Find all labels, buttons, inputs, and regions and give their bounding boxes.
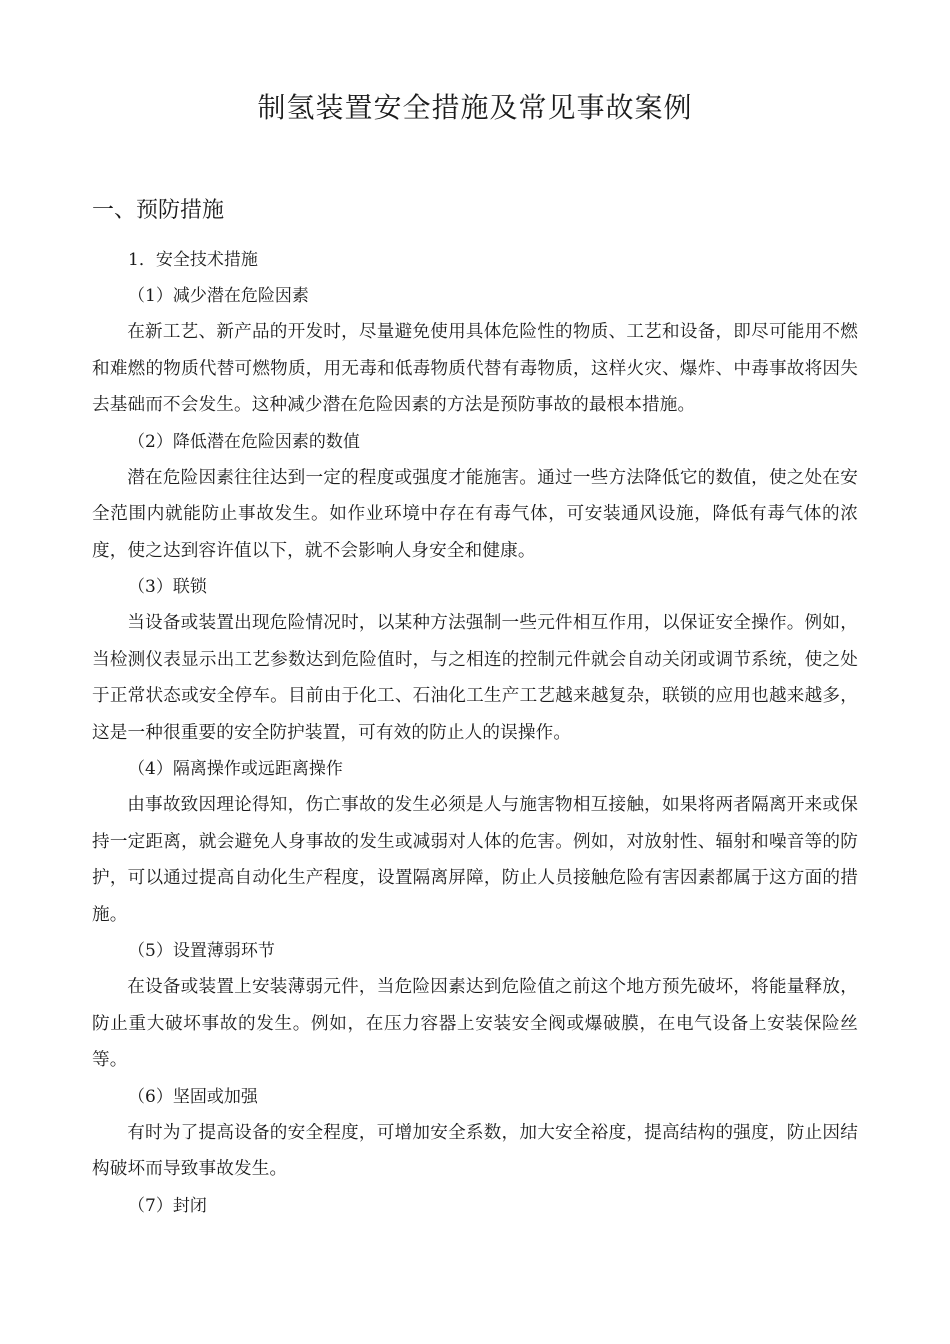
item-heading-7: （7）封闭 bbox=[128, 1195, 207, 1216]
item-paragraph-1: 在新工艺、新产品的开发时，尽量避免使用具体危险性的物质、工艺和设备，即尽可能用不燃和难燃的物质代替可燃物质，用无毒和低毒物质代替有毒物质，这样火灾、爆炸、中毒事故将因失去基础而不会发生。这种减少潜在危险因素的方法是预防事故的最根本措施。 bbox=[92, 322, 858, 415]
item-paragraph-6: 有时为了提高设备的安全程度，可增加安全系数，加大安全裕度，提高结构的强度，防止因结构破坏而导致事故发生。 bbox=[92, 1122, 858, 1179]
document-title: 制氢装置安全措施及常见事故案例 bbox=[257, 91, 693, 124]
item-paragraph-5: 在设备或装置上安装薄弱元件，当危险因素达到危险值之前这个地方预先破坏，将能量释放，防止重大破坏事故的发生。例如，在压力容器上安装安全阀或爆破膜，在电气设备上安装保险丝等。 bbox=[92, 977, 858, 1070]
document-body bbox=[92, 242, 858, 1224]
item-paragraph-2: 潜在危险因素往往达到一定的程度或强度才能施害。通过一些方法降低它的数值，使之处在安全范围内就能防止事故发生。如作业环境中存在有毒气体，可安装通风设施，降低有毒气体的浓度，使之达到容许值以下，就不会影响人身安全和健康。 bbox=[92, 467, 858, 561]
item-heading-2: （2）降低潜在危险因素的数值 bbox=[128, 431, 360, 452]
item-heading-3: （3）联锁 bbox=[128, 577, 207, 597]
item-heading-1: （1）减少潜在危险因素 bbox=[128, 286, 309, 306]
item-heading-5: （5）设置薄弱环节 bbox=[128, 941, 275, 961]
item-heading-6: （6）坚固或加强 bbox=[128, 1086, 258, 1107]
section-heading-prevention: 一、预防措施 bbox=[92, 198, 225, 223]
subsection-heading-safety-tech: 1．安全技术措施 bbox=[128, 250, 258, 270]
item-paragraph-3: 当设备或装置出现危险情况时，以某种方法强制一些元件相互作用，以保证安全操作。例如，当检测仪表显示出工艺参数达到危险值时，与之相连的控制元件就会自动关闭或调节系统，使之处于正常状态或安全停车。目前由于化工、石油化工生产工艺越来越复杂，联锁的应用也越来越多，这是一种很重要的安全防护装置，可有效的防止人的误操作。 bbox=[92, 613, 858, 743]
item-heading-4: （4）隔离操作或远距离操作 bbox=[128, 759, 343, 779]
item-paragraph-4: 由事故致因理论得知，伤亡事故的发生必须是人与施害物相互接触，如果将两者隔离开来或保持一定距离，就会避免人身事故的发生或减弱对人体的危害。例如，对放射性、辐射和噪音等的防护，可以通过提高自动化生产程度，设置隔离屏障，防止人员接触危险有害因素都属于这方面的措施。 bbox=[92, 795, 858, 925]
